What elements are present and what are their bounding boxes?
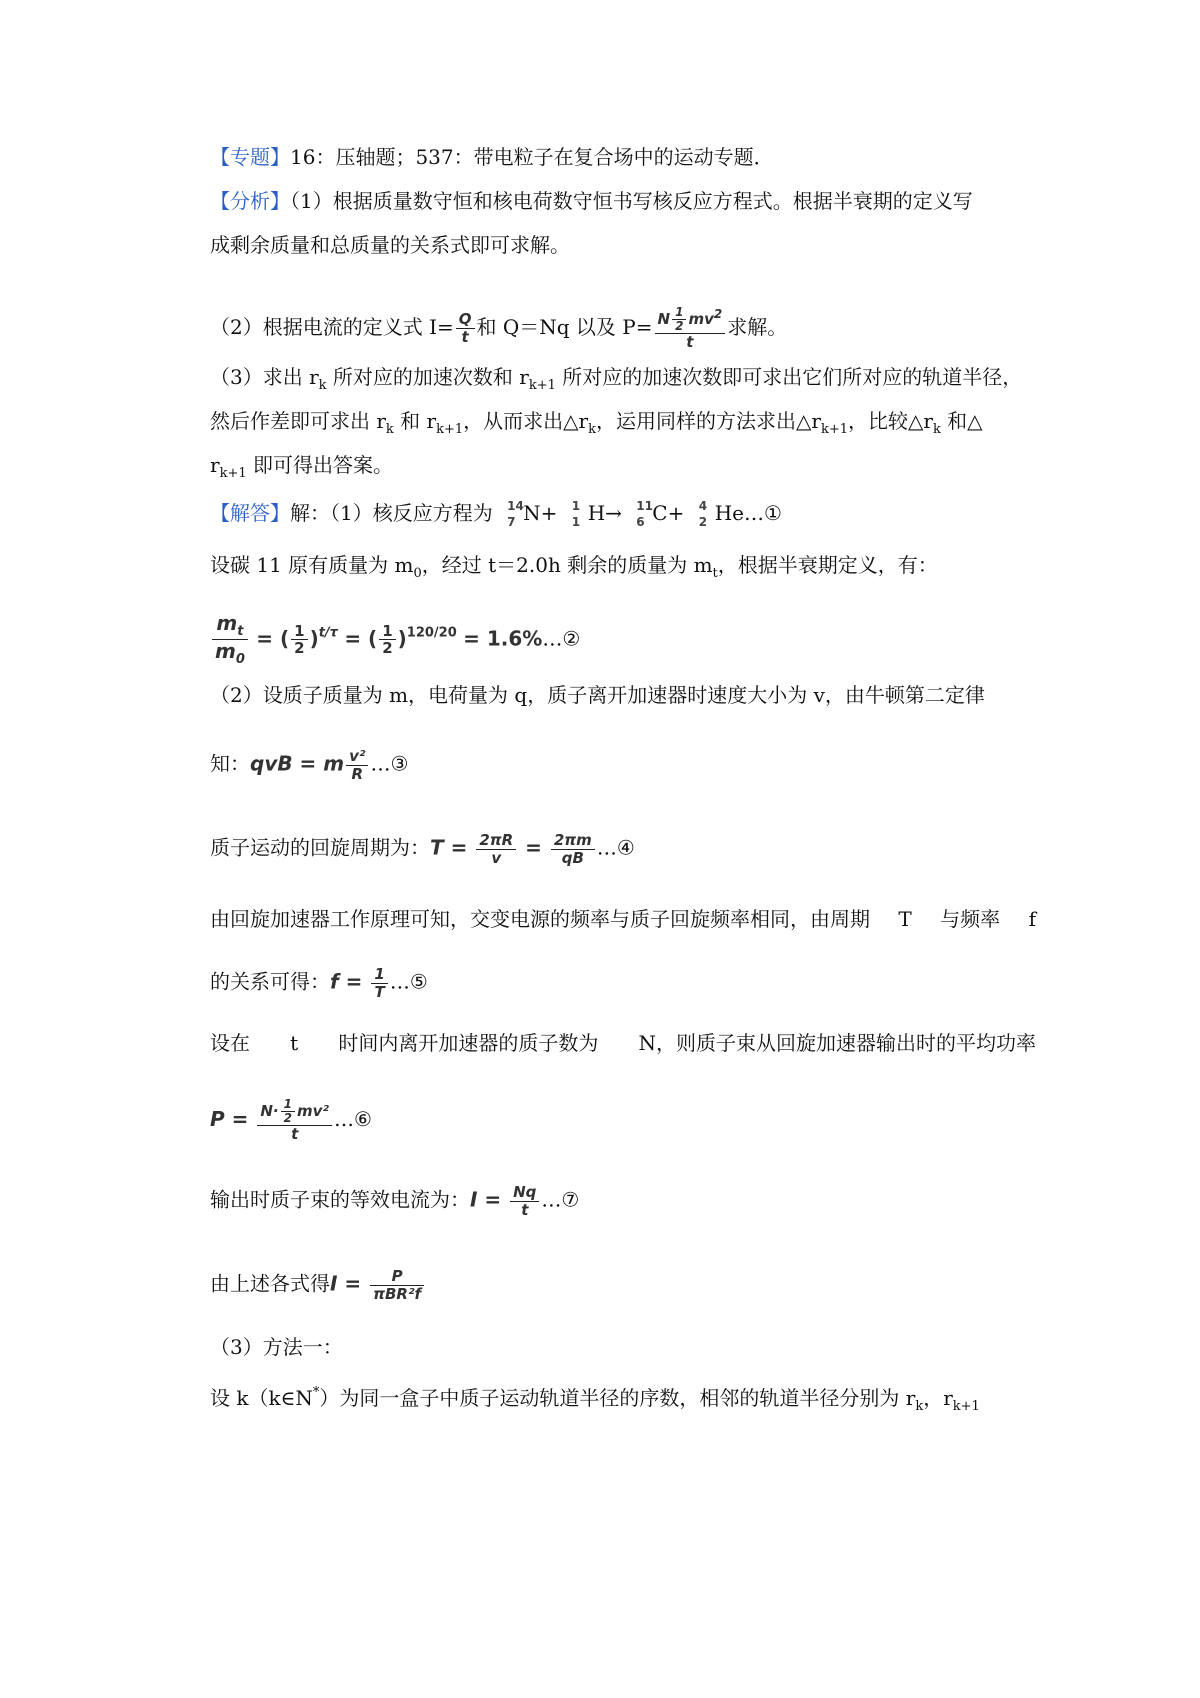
- eq4-mark: …④: [596, 835, 635, 860]
- analysis-line-2: 成剩余质量和总质量的关系式即可求解。: [210, 233, 570, 257]
- analysis-p3-line3: $r_{k+1}$ 即可得出答案。: [210, 453, 393, 481]
- nuclide-n14: 14 7 N: [507, 499, 541, 529]
- eq5-mark: …⑤: [389, 969, 428, 994]
- nuclide-c11: 11 6 C: [636, 499, 668, 529]
- equation-6: P = N· $\frac{1}{2}$ mv² t …⑥: [210, 1097, 372, 1144]
- solution-line-2: 设碳 11 原有质量为 $m_0$，经过 t＝2.0h 剩余的质量为 $m_t$，根据半衰期定义，有：: [210, 553, 938, 581]
- equation-2: $\frac{m_t}{m_0}$ = ( $\frac{1}{2}$ )$^{t/\tau}$ = ( $\frac{1}{2}$ )$^{120/20}$ = 1.6%…②: [210, 612, 580, 668]
- solution-l1-prefix: 解：（1）核反应方程为: [290, 501, 493, 525]
- solution-line-3: （2）设质子质量为 m，电荷量为 q，质子离开加速器时速度大小为 v，由牛顿第二定律: [210, 683, 985, 707]
- eq7-mark: …⑦: [541, 1187, 580, 1212]
- solution-tag: 【解答】: [210, 501, 290, 525]
- topic-text: 16：压轴题；537：带电粒子在复合场中的运动专题．: [290, 145, 774, 169]
- eq3-mark: …③: [370, 751, 409, 776]
- analysis-p2-c: 求解。: [727, 314, 788, 339]
- solution-line-6: 由回旋加速器工作原理可知，交变电源的频率与质子回旋频率相同，由周期 T 与频率 f: [210, 907, 1036, 931]
- solution-line-4: 知：qvB = m $\frac{\text{v²}}{R}$ …③: [210, 747, 409, 783]
- solution-line-1: 【解答】解：（1）核反应方程为 14 7 N+ 1 1 H→ 11 6 C+ 4 2 He…①: [210, 499, 782, 529]
- analysis-p3-line2: 然后作差即可求出 $r_k$ 和 $r_{k+1}$，从而求出$\triangle r_k$，运用同样的方法求出$\triangle r_{k+1}$，比较$\triangle r_k$ 和△: [210, 409, 983, 437]
- analysis-tag: 【分析】: [210, 189, 290, 213]
- formula-p-power: N $\frac{1}{2}$ $mv^2$ t: [655, 306, 726, 351]
- solution-line-11: 由上述各式得I = $\frac{P}{\text{πBR²f}}$: [210, 1268, 426, 1302]
- eq6-mark: …⑥: [333, 1106, 372, 1131]
- analysis-p1-line1: （1）根据质量数守恒和核电荷数守恒书写核反应方程式。根据半衰期的定义写: [290, 189, 973, 213]
- eq2-result: = 1.6%: [463, 626, 543, 651]
- analysis-p3-line1: （3）求出 $r_k$ 所对应的加速次数和 $r_{k+1}$ 所对应的加速次数即可求出它们所对应的轨道半径，: [210, 365, 1023, 393]
- topic-tag: 【专题】: [210, 145, 290, 169]
- formula-i-q-over-t: $\frac{Q}{t}$: [456, 311, 475, 345]
- solution-line-5: 质子运动的回旋周期为：T = $\frac{2\pi R}{v}$ = $\frac{2\pi m}{qB}$ …④: [210, 831, 635, 867]
- nuclide-he4: 4 2 He: [698, 499, 745, 529]
- solution-line-10: 输出时质子束的等效电流为：I = $\frac{Nq}{t}$ …⑦: [210, 1183, 580, 1219]
- analysis-p2-line: [210, 306, 787, 351]
- solution-line-7: 的关系可得：f = $\frac{1}{T}$ …⑤: [210, 965, 428, 1001]
- eq2-mark: …②: [542, 626, 581, 651]
- analysis-p2-b: 和 Q＝Nq 以及 P=: [476, 314, 653, 339]
- nuclide-h1: 1 1 H: [571, 499, 606, 529]
- eq1-mark: …①: [744, 501, 782, 525]
- solution-line-8: 设在 t 时间内离开加速器的质子数为 N，则质子束从回旋加速器输出时的平均功率: [210, 1031, 1036, 1055]
- analysis-line-1: [210, 188, 973, 214]
- solution-line-12: （3）方法一：: [210, 1335, 343, 1359]
- topic-line: [210, 144, 774, 170]
- analysis-p2-a: （2）根据电流的定义式 I=: [210, 314, 454, 339]
- solution-line-13: 设 k（k∈N*）为同一盒子中质子运动轨道半径的序数，相邻的轨道半径分别为 $r_k$，$r_{k+1}$: [210, 1385, 980, 1414]
